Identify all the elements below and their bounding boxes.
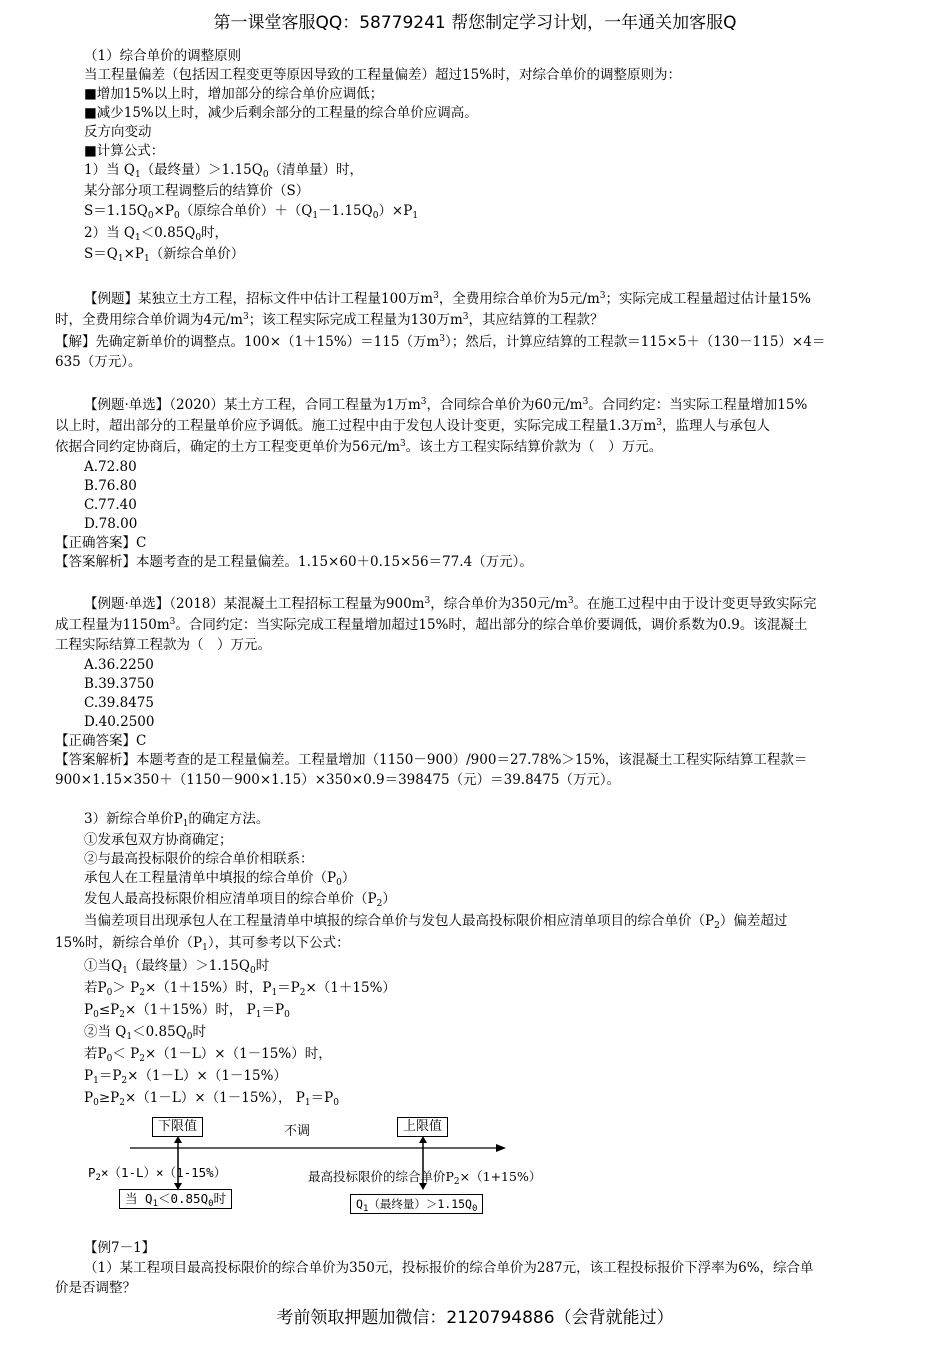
- answer-analysis: 【答案解析】本题考查的是工程量偏差。工程量增加（1150－900）/900＝27.78%＞15%，该混凝土工程实际结算工程款＝: [55, 752, 808, 768]
- page-header: 第一课堂客服QQ：58779241 帮您制定学习计划，一年通关加客服Q: [213, 13, 737, 33]
- text-line: 反方向变动: [84, 124, 152, 140]
- option-b: B.39.3750: [84, 676, 155, 692]
- example-line: 工程实际结算工程款为（ ）万元。: [55, 637, 271, 653]
- lower-limit-formula: $P_2\times(1-L)\times(1-15\%)$: [88, 1165, 227, 1183]
- formula-line: 1）当 $Q_1$（最终量）$>1.15Q_0$（清单量）时，: [84, 162, 364, 180]
- axis-arrowhead: [496, 1144, 506, 1152]
- formula-line: $S=Q_1\times P_1$（新综合单价）: [84, 246, 245, 264]
- example-line: 以上时，超出部分的工程量单价应予调低。施工过程中由于发包人设计变更，实际完成工程量1.3万$m^3$，监理人与承包人: [55, 418, 771, 434]
- option-a: A.72.80: [84, 459, 137, 475]
- example-line: 【例题·单选】（2020）某土方工程，合同工程量为1万$m^3$，合同综合单价为60元$/m^3$。合同约定：当实际工程量增加15%: [84, 397, 808, 413]
- example-line: 【例题·单选】（2018）某混凝土工程招标工程量为$900m^3$，综合单价为350元$/m^3$。在施工过程中由于设计变更导致实际完: [84, 596, 817, 612]
- answer-analysis: 【答案解析】本题考查的是工程量偏差。1.15×60＋0.15×56＝77.4（万元）。: [55, 554, 533, 570]
- page-footer: 考前领取押题加微信：2120794886（会背就能过）: [276, 1308, 674, 1328]
- option-d: D.78.00: [84, 516, 138, 532]
- example-line: 依据合同约定协商后，确定的土方工程变更单价为56元$/m^3$。该土方工程实际结算价款为（ ）万元。: [55, 439, 663, 455]
- upper-condition-box: $Q_1$（最终量）$>1.15Q_0$: [350, 1194, 483, 1214]
- correct-answer: 【正确答案】C: [55, 733, 147, 749]
- example-line: 【例题】某独立土方工程，招标文件中估计工程量100万$m^3$，全费用综合单价为5元$/m^3$；实际完成工程量超过估计量15%: [84, 291, 812, 307]
- correct-answer: 【正确答案】C: [55, 535, 147, 551]
- example-line: 成工程量为$1150m^3$。合同约定：当实际完成工程量增加超过15%时，超出部分的综合单价要调低，调价系数为0.9。该混凝土: [55, 617, 808, 633]
- formula-line: 若$P_0> P_2\times(1+15\%)$时，$P_1=P_2\times(1+15\%)$: [84, 980, 396, 998]
- formula-line: 2）当 $Q_1<0.85Q_0$时，: [84, 225, 229, 243]
- upper-limit-formula: 最高投标限价的综合单价$P_2\times(1+15\%)$: [308, 1169, 542, 1187]
- example-line: 【解】先确定新单价的调整点。100×（1＋15%）＝115（万$m^3$）；然后，计算应结算的工程款＝115×5＋（130－115）×4＝: [55, 334, 826, 350]
- example-line: 时，全费用综合单价调为4元$/m^3$；该工程实际完成工程量为130万$m^3$，其应结算的工程款？: [55, 312, 604, 328]
- option-b: B.76.80: [84, 478, 137, 494]
- formula-line: $P_0\le P_2\times(1+15\%)$时， $P_1=P_0$: [84, 1002, 290, 1020]
- text-line: ■增加15%以上时，增加部分的综合单价应调低；: [84, 86, 384, 102]
- formula-line: $P_0\ge P_2\times(1-L)\times(1-15\%)$， $P_1=P_0$: [84, 1090, 339, 1108]
- upper-arrow-up-head: [419, 1136, 427, 1143]
- text-line: ■计算公式：: [84, 143, 165, 159]
- text-line: ②与最高投标限价的综合单价相联系：: [84, 851, 314, 867]
- section-title: 3）新综合单价$P_1$的确定方法。: [84, 811, 270, 829]
- lower-condition-box: 当 $Q_1<0.85Q_0$时: [119, 1189, 232, 1209]
- lower-arrow-up-head: [174, 1136, 182, 1143]
- text-line: 15%时，新综合单价$(P_1)$，其可参考以下公式：: [55, 935, 350, 953]
- answer-analysis: 900×1.15×350＋（1150－900×1.15）×350×0.9＝398475（元）＝39.8475（万元）。: [55, 772, 621, 788]
- text-line: ①发承包双方协商确定；: [84, 832, 233, 848]
- formula-line: $S=1.15Q_0\times P_0$（原综合单价）$+(Q_1-1.15Q_0)\times P_1$: [84, 203, 419, 221]
- upper-limit-label: 上限值: [397, 1117, 448, 1137]
- text-line: ■减少15%以上时，减少后剩余部分的工程量的综合单价应调高。: [84, 105, 478, 121]
- option-c: C.77.40: [84, 497, 137, 513]
- example-line: 635（万元）。: [55, 354, 142, 370]
- example-title: 【例7－1】: [84, 1240, 156, 1256]
- option-c: C.39.8475: [84, 695, 154, 711]
- text-line: 当偏差项目出现承包人在工程量清单中填报的综合单价与发包人最高投标限价相应清单项目的综合单价$(P_2)$偏差超过: [84, 913, 788, 931]
- example-line: 价是否调整？: [55, 1280, 136, 1296]
- option-d: D.40.2500: [84, 714, 155, 730]
- text-line: 某分部分项工程调整后的结算价（S）: [84, 183, 310, 199]
- example-line: （1）某工程项目最高投标限价的综合单价为350元，投标报价的综合单价为287元，该工程投标报价下浮率为6%，综合单: [84, 1260, 814, 1276]
- option-a: A.36.2250: [84, 657, 154, 673]
- section-title: （1）综合单价的调整原则: [84, 48, 242, 64]
- no-adjust-label: 不调: [284, 1124, 311, 1139]
- text-line: 当工程量偏差（包括因工程变更等原因导致的工程量偏差）超过15%时，对综合单价的调整原则为：: [84, 67, 682, 83]
- formula-line: ①当$Q_1$（最终量）$>1.15Q_0$时: [84, 958, 270, 976]
- text-line: 发包人最高投标限价相应清单项目的综合单价$(P_2)$: [84, 891, 396, 909]
- lower-limit-label: 下限值: [152, 1117, 203, 1137]
- formula-line: 若$P_0< P_2\times(1-L)\times(1-15\%)$时，: [84, 1046, 332, 1064]
- text-line: 承包人在工程量清单中填报的综合单价$(P_0)$: [84, 870, 356, 888]
- formula-line: $P_1=P_2\times(1-L)\times(1-15\%)$: [84, 1068, 287, 1086]
- formula-line: ②当 $Q_1<0.85Q_0$时: [84, 1024, 206, 1042]
